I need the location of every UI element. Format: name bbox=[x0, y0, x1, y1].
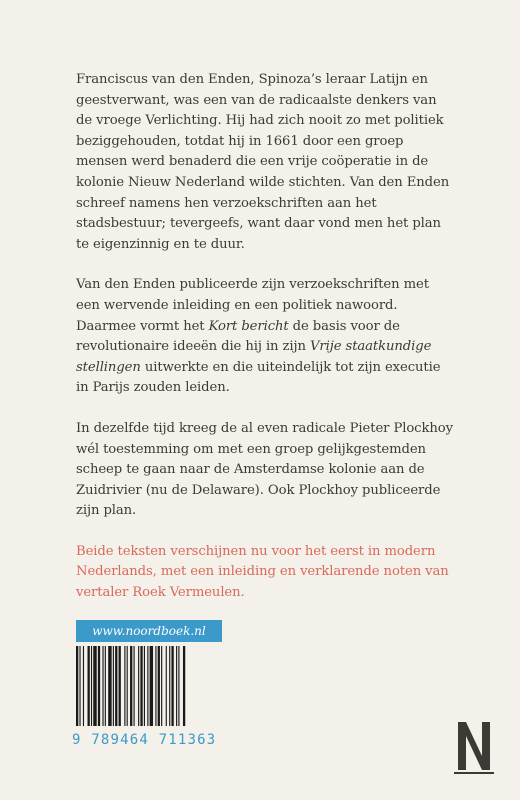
barcode-bar bbox=[127, 646, 128, 726]
isbn-digits: 9 789464 711363 bbox=[72, 732, 217, 748]
barcode-bar bbox=[150, 646, 153, 726]
barcode-bar bbox=[115, 646, 117, 726]
paragraph-2-part-2: de basis voor de revolutionaire ideeën die hij in zijn bbox=[76, 318, 400, 355]
barcode-bar bbox=[138, 646, 139, 726]
barcode-bar bbox=[140, 646, 142, 726]
barcode-bar bbox=[79, 646, 80, 726]
barcode-bar bbox=[144, 646, 145, 726]
barcode-bar bbox=[88, 646, 90, 726]
barcode-bar bbox=[171, 646, 173, 726]
barcode-bar bbox=[134, 646, 135, 726]
kort-bericht-title: Kort bericht bbox=[208, 318, 289, 334]
blurb-text bbox=[76, 70, 456, 624]
publisher-logo-icon bbox=[452, 712, 496, 776]
barcode-bar bbox=[76, 646, 78, 726]
paragraph-3: In dezelfde tijd kreeg de al even radicale Pieter Plockhoy wél toestemming om met een groep gelijkgestemden scheep te gaan naar de Amsterdamse kolonie aan de Zuidrivier (nu de Delaware). Ook Plockhoy publiceerde zijn plan. bbox=[76, 420, 453, 519]
barcode-bar bbox=[155, 646, 156, 726]
barcode-bar bbox=[93, 646, 96, 726]
publisher-url[interactable]: www.noordboek.nl bbox=[76, 620, 222, 642]
barcode-bar bbox=[169, 646, 170, 726]
barcode-bar bbox=[91, 646, 92, 726]
barcode-bar bbox=[176, 646, 177, 726]
barcode-bar bbox=[83, 646, 84, 726]
paragraph-4-highlight: Beide teksten verschijnen nu voor het eerst in modern Nederlands, met een inleiding en verklarende noten van vertaler Roek Vermeulen. bbox=[76, 543, 449, 601]
paragraph-2-part-1: Van den Enden publiceerde zijn verzoekschriften met een wervende inleiding en een politiek nawoord. Daarmee vormt het bbox=[76, 277, 429, 334]
barcode-bar bbox=[161, 646, 162, 726]
barcode-bar bbox=[105, 646, 106, 726]
paragraph-2 bbox=[76, 275, 456, 399]
vrije-stellingen-title: Vrije staatkundige stellingen bbox=[76, 339, 432, 375]
barcode-bar bbox=[147, 646, 148, 726]
paragraph-1: Franciscus van den Enden, Spinoza’s leraar Latijn en geestverwant, was een van de radicaalste denkers van de vroege Verlichting. Hij had zich nooit zo met politiek beziggehouden, totdat hij in 1661 door een groep mensen werd benaderd die een vrije coöperatie in de kolonie Nieuw Nederland wilde stichten. Van den Enden schreef namens hen verzoekschriften aan het stadsbestuur; tevergeefs, want daar vond men het plan te eigenzinnig en te duur. bbox=[76, 72, 450, 252]
paragraph-2-part-3: uitwerkte en die uiteindelijk tot zijn executie in Parijs zouden leiden. bbox=[76, 359, 441, 396]
barcode-bar bbox=[178, 646, 179, 726]
barcode-bar bbox=[166, 646, 167, 726]
barcode-bar bbox=[124, 646, 125, 726]
barcode-bar bbox=[102, 646, 103, 726]
barcode-bar bbox=[130, 646, 132, 726]
barcode-bar bbox=[98, 646, 100, 726]
barcode-bar bbox=[119, 646, 121, 726]
barcode-bar bbox=[158, 646, 160, 726]
barcode-bar bbox=[108, 646, 111, 726]
barcode-bar bbox=[183, 646, 185, 726]
barcode bbox=[76, 646, 222, 726]
barcode-bar bbox=[113, 646, 114, 726]
